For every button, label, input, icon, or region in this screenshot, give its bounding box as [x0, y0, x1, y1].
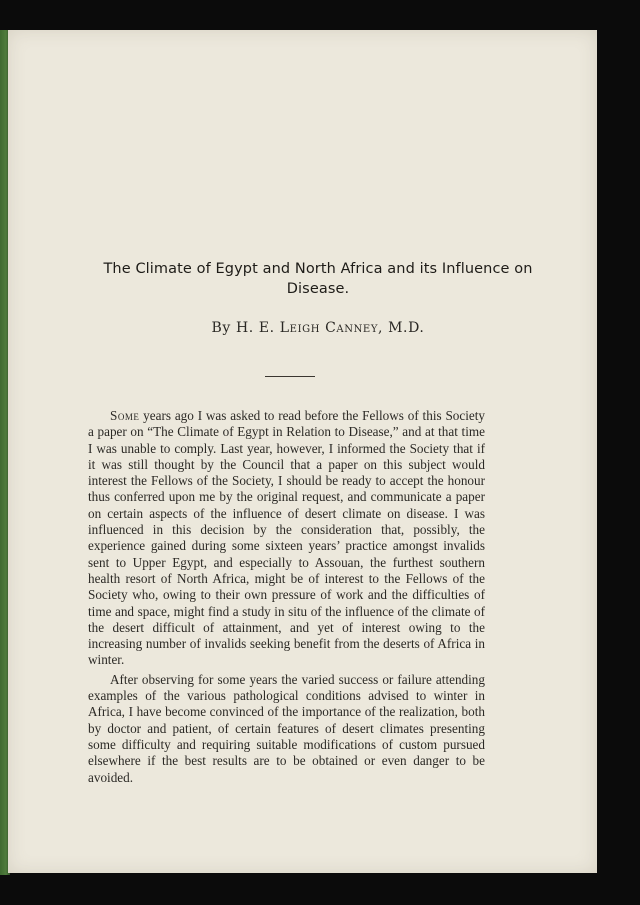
- paragraph-lead-word: Some: [110, 408, 140, 423]
- author-name: H. E. Leigh Canney, M.D.: [235, 320, 425, 336]
- byline-prefix: By: [211, 320, 236, 336]
- paragraph-text: years ago I was asked to read before the Fellows of this Society a paper on “The Climate of Egypt in Relation to Disease,” and at that time I was unable to comply. Last year, however, I informed the Society that if it was still thought by the Council that a paper on this subject would interest the Fellows of the Society, I should be ready to accept the honour thus conferred upon me by the original request, and communicate a paper on certain aspects of the influence of desert climate on disease. I was influenced in this decision by the consideration that, possibly, the experience gained during some sixteen years’ practice amongst invalids sent to Upper Egypt, and especially to Assouan, the furthest southern health resort of North Africa, might be of interest to the Fellows of the Society who, owing to their own pressure of work and the difficulties of time and space, might find a study in situ of the influence of the climate of the desert difficult of attainment, and yet of interest owing to the increasing number of invalids seeking benefit from the deserts of Africa in winter.: [88, 408, 485, 668]
- article-body: [88, 408, 485, 786]
- title-divider: [265, 376, 315, 377]
- paragraph-2: [88, 672, 485, 786]
- author-byline: [78, 320, 558, 336]
- paragraph-text: After observing for some years the varied success or failure attending examples of the various pathological conditions advised to winter in Africa, I have become convinced of the importance of the realization, both by doctor and patient, of certain features of desert climates presenting some difficulty and requiring suitable modifications of custom pursued elsewhere if the best results are to be obtained or even danger to be avoided.: [88, 671, 485, 785]
- paper-page: [8, 30, 597, 873]
- article-title: The Climate of Egypt and North Africa and its Influence on Disease.: [103, 261, 533, 297]
- paragraph-1: [88, 408, 485, 669]
